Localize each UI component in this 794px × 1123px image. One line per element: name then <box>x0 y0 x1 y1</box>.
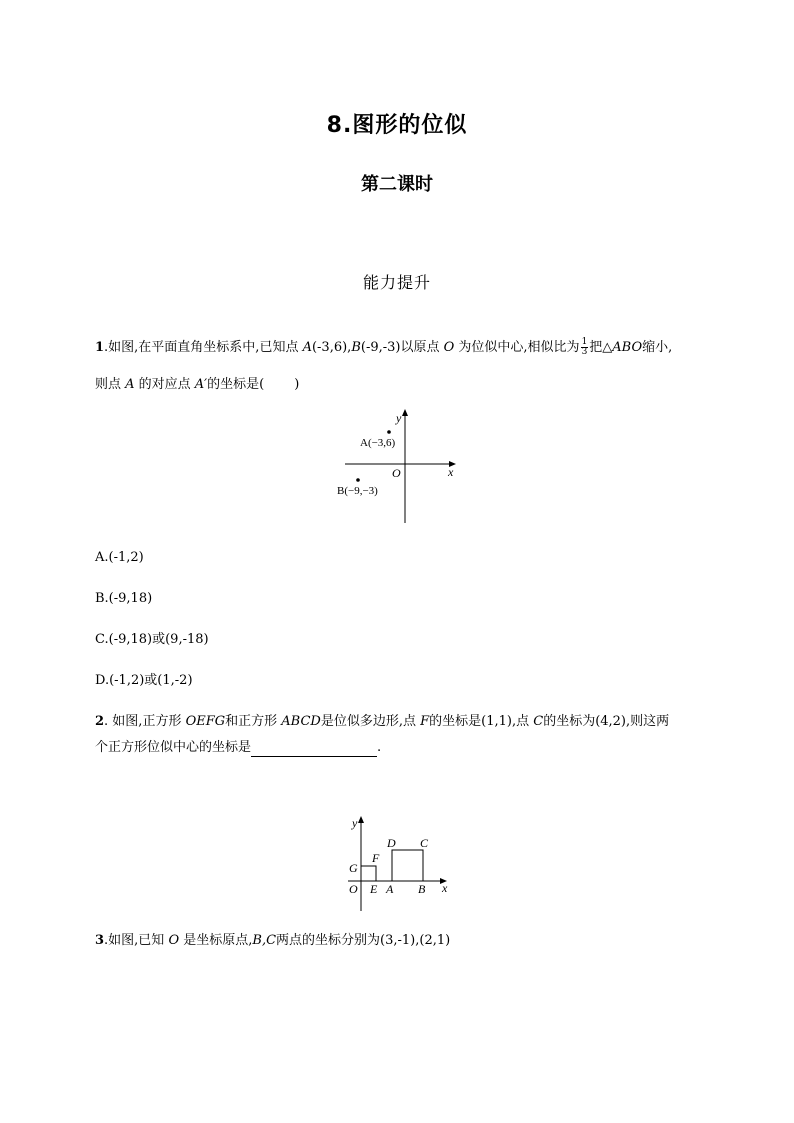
origin-label: O <box>392 466 401 480</box>
question-3-number: 3 <box>95 933 105 948</box>
page-subtitle: 第二课时 <box>361 174 433 195</box>
square-abcd <box>392 850 423 881</box>
section-heading: 能力提升 <box>362 273 431 292</box>
option-c[interactable]: C.(-9,18)或(9,-18) <box>95 632 209 647</box>
point-c-label: C <box>420 836 429 850</box>
y-axis-arrow <box>358 816 364 823</box>
page-title: 8.图形的位似 <box>326 113 468 138</box>
question-1-figure <box>330 405 470 530</box>
point-e-label: E <box>370 882 378 896</box>
question-2-line-2: 个正方形位似中心的坐标是 . <box>95 740 382 755</box>
point-b-label: B(−9,−3) <box>337 485 378 497</box>
ratio-fraction: $\frac{1}{3}$ <box>581 337 588 357</box>
y-axis-label: y <box>352 816 358 830</box>
question-1-line-1: 1.如图,在平面直角坐标系中,已知点 A(-3,6),B(-9,-3)以原点 O 为位似中心,相似比为 $\frac{1}{3}$ 把△ABO缩小, <box>95 337 673 357</box>
option-a[interactable]: A.(-1,2) <box>95 550 144 565</box>
point-a <box>387 430 391 434</box>
x-axis-label: x <box>448 465 454 479</box>
question-3-line-1: 3.如图,已知 O 是坐标原点,B,C两点的坐标分别为(3,-1),(2,1) <box>95 933 451 948</box>
question-2-figure <box>340 812 460 917</box>
question-1-line-2: 则点 A 的对应点 A′的坐标是( ) <box>95 377 300 392</box>
origin-label: O <box>349 882 358 896</box>
option-d[interactable]: D.(-1,2)或(1,-2) <box>95 673 193 688</box>
point-a-label: A(−3,6) <box>360 437 396 449</box>
option-b[interactable]: B.(-9,18) <box>95 591 153 606</box>
point-d-label: D <box>387 836 396 850</box>
answer-blank[interactable] <box>251 742 377 757</box>
point-a-label: A <box>386 882 394 896</box>
y-axis-arrow <box>402 409 408 416</box>
y-axis-label: y <box>396 411 402 425</box>
point-f-label: F <box>372 851 380 865</box>
point-b-label: B <box>418 882 426 896</box>
point-b <box>356 478 360 482</box>
question-1-number: 1 <box>95 340 105 355</box>
x-axis-label: x <box>442 881 448 895</box>
square-oefg <box>361 866 376 881</box>
question-2-number: 2 <box>95 714 105 729</box>
question-2-line-1: 2. 如图,正方形 OEFG和正方形 ABCD是位似多边形,点 F的坐标是(1,1),点 C的坐标为(4,2),则这两 <box>95 714 670 729</box>
point-g-label: G <box>349 861 358 875</box>
